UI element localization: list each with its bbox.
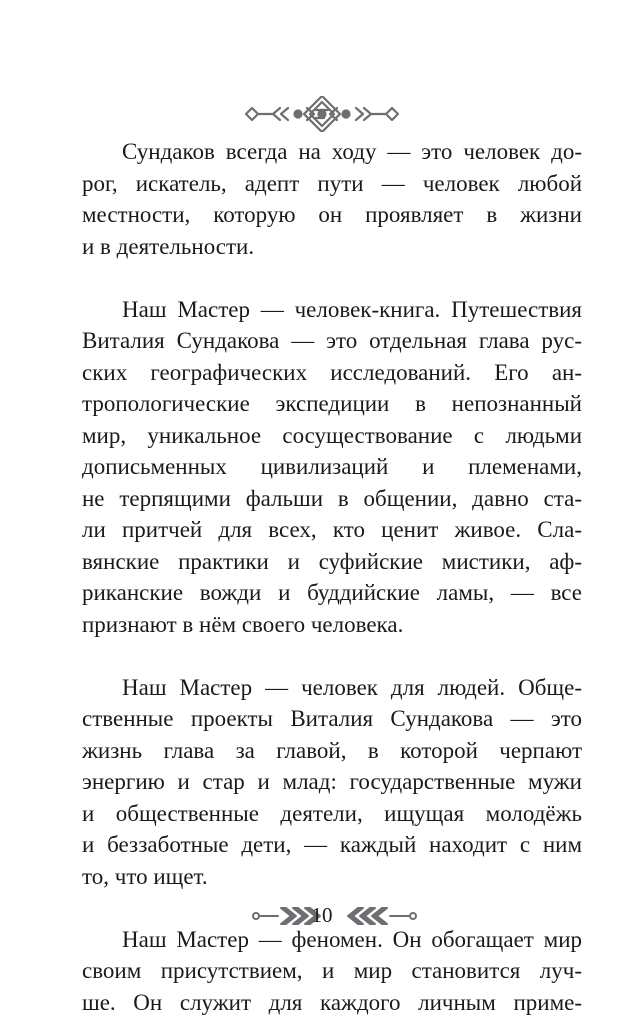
page-number: 10 — [0, 900, 644, 930]
text-line: ских географических исследований. Его ан- — [82, 357, 582, 389]
text-line: своим присутствием, и мир становится луч- — [82, 955, 582, 987]
text-line: Наш Мастер — феномен. Он обогащает мир — [82, 924, 582, 956]
ornament-divider-icon — [0, 96, 644, 132]
text-line: ше. Он служит для каждого личным приме- — [82, 987, 582, 1018]
text-line: мир, уникальное сосуществование с людьми — [82, 420, 582, 452]
text-line: и беззаботные дети, — каждый находит с ним — [82, 829, 582, 861]
text-line: риканские вожди и буддийские ламы, — все — [82, 577, 582, 609]
text-line: не терпящими фальши в общении, давно ста- — [82, 483, 582, 515]
text-line: Наш Мастер — человек-книга. Путешествия — [82, 294, 582, 326]
page-body — [82, 136, 582, 1018]
text-line: ственные проекты Виталия Сундакова — это — [82, 703, 582, 735]
text-line: и в деятельности. — [82, 231, 582, 263]
text-line: тропологические экспедиции в непознанный — [82, 388, 582, 420]
text-line: то, что ищет. — [82, 861, 582, 893]
paragraph — [82, 294, 582, 641]
text-line: местности, которую он проявляет в жизни — [82, 199, 582, 231]
paragraph — [82, 672, 582, 893]
text-line: ли притчей для всех, кто ценит живое. Сла- — [82, 514, 582, 546]
text-line: энергию и стар и млад: государственные мужи — [82, 766, 582, 798]
text-line: признают в нём своего человека. — [82, 609, 582, 641]
text-line: жизнь глава за главой, в которой черпают — [82, 735, 582, 767]
page-footer — [0, 898, 644, 934]
text-line: Виталия Сундакова — это отдельная глава рус- — [82, 325, 582, 357]
text-line: Сундаков всегда на ходу — это человек до- — [82, 136, 582, 168]
text-line: и общественные деятели, ищущая молодёжь — [82, 798, 582, 830]
text-line: Наш Мастер — человек для людей. Обще- — [82, 672, 582, 704]
paragraph — [82, 924, 582, 1018]
text-line: вянские практики и суфийские мистики, аф- — [82, 546, 582, 578]
paragraph — [82, 136, 582, 262]
text-line: дописьменных цивилизаций и племенами, — [82, 451, 582, 483]
text-line: рог, искатель, адепт пути — человек любой — [82, 168, 582, 200]
